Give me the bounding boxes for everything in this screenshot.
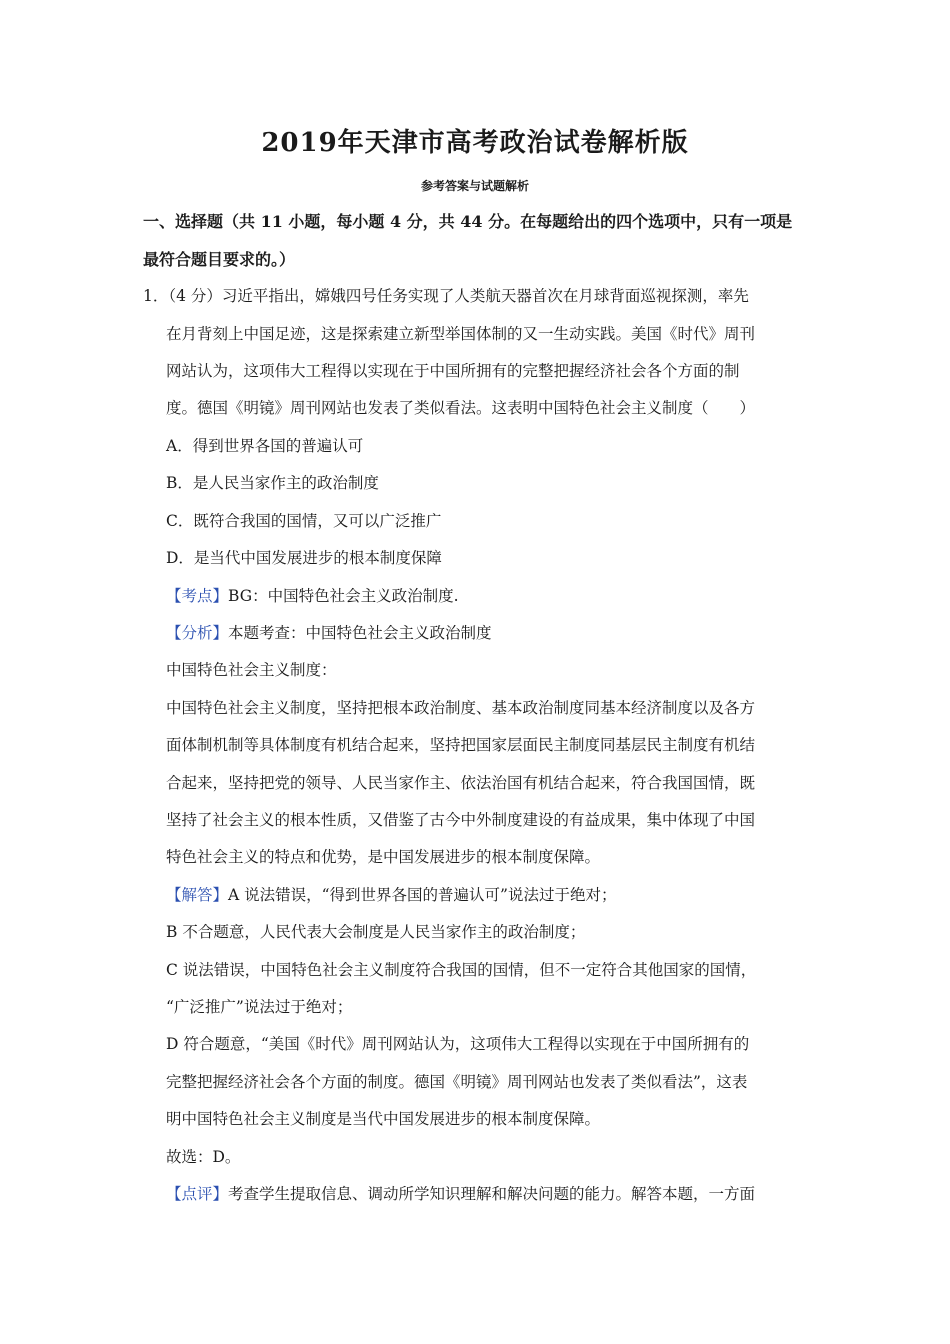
question-stem-line: 在月背刻上中国足迹，这是探索建立新型举国体制的又一生动实践。美国《时代》周刊 [166, 325, 756, 343]
question-stem-line: 网站认为，这项伟大工程得以实现在于中国所拥有的完整把握经济社会各个方面的制 [166, 362, 740, 380]
question-stem-line: 度。德国《明镜》周刊网站也发表了类似看法。这表明中国特色社会主义制度（ ） [166, 399, 756, 417]
dianping-tag: 【点评】 [166, 1185, 229, 1203]
jieda-tag: 【解答】 [166, 886, 229, 904]
answer-line: B 不合题意，人民代表大会制度是人民当家作主的政治制度； [166, 923, 586, 941]
option-d: D．是当代中国发展进步的根本制度保障 [166, 549, 442, 567]
kaodian-text: BG：中国特色社会主义政治制度. [228, 587, 459, 605]
analysis-line: 合起来，坚持把党的领导、人民当家作主、依法治国有机结合起来，符合我国国情，既 [166, 774, 756, 792]
answer-line: 完整把握经济社会各个方面的制度。德国《明镜》周刊网站也发表了类似看法”，这表 [166, 1073, 748, 1091]
dianping-row [166, 1184, 755, 1204]
kaodian-tag: 【考点】 [166, 587, 229, 605]
jieda-row [166, 885, 617, 905]
option-a: A．得到世界各国的普遍认可 [166, 437, 364, 455]
page-title: 2019年天津市高考政治试卷解析版 [261, 128, 689, 158]
answer-line: C 说法错误，中国特色社会主义制度符合我国的国情，但不一定符合其他国家的国情， [166, 961, 757, 979]
kaodian-row [166, 586, 459, 606]
option-b: B．是人民当家作主的政治制度 [166, 474, 379, 492]
answer-line: “广泛推广”说法过于绝对； [166, 998, 353, 1016]
dianping-text: 考查学生提取信息、调动所学知识理解和解决问题的能力。解答本题，一方面 [228, 1185, 756, 1203]
fenxi-tag: 【分析】 [166, 624, 229, 642]
answer-line: 明中国特色社会主义制度是当代中国发展进步的根本制度保障。 [166, 1110, 601, 1128]
question-stem-line: 1．（4 分）习近平指出，嫦娥四号任务实现了人类航天器首次在月球背面巡视探测，率先 [143, 287, 749, 305]
answer-choice: 故选：D。 [166, 1148, 241, 1166]
analysis-line: 中国特色社会主义制度： [166, 661, 337, 679]
analysis-line: 坚持了社会主义的根本性质，又借鉴了古今中外制度建设的有益成果，集中体现了中国 [166, 811, 756, 829]
jieda-text: A 说法错误，“得到世界各国的普遍认可”说法过于绝对； [228, 886, 617, 904]
analysis-line: 中国特色社会主义制度，坚持把根本政治制度、基本政治制度同基本经济制度以及各方 [166, 699, 756, 717]
analysis-line: 面体制机制等具体制度有机结合起来，坚持把国家层面民主制度同基层民主制度有机结 [166, 736, 756, 754]
fenxi-text: 本题考查：中国特色社会主义政治制度 [228, 624, 492, 642]
answer-line: D 符合题意，“美国《时代》周刊网站认为，这项伟大工程得以实现在于中国所拥有的 [166, 1035, 750, 1053]
option-c: C．既符合我国的国情，又可以广泛推广 [166, 512, 442, 530]
section-heading-line-2: 最符合题目要求的。） [143, 250, 296, 269]
section-heading [143, 203, 813, 279]
analysis-line: 特色社会主义的特点和优势，是中国发展进步的根本制度保障。 [166, 848, 601, 866]
page-subtitle: 参考答案与试题解析 [420, 179, 529, 193]
fenxi-row [166, 623, 492, 643]
section-heading-line-1: 一、选择题（共 11 小题，每小题 4 分，共 44 分。在每题给出的四个选项中，只有一项是 [143, 212, 793, 231]
